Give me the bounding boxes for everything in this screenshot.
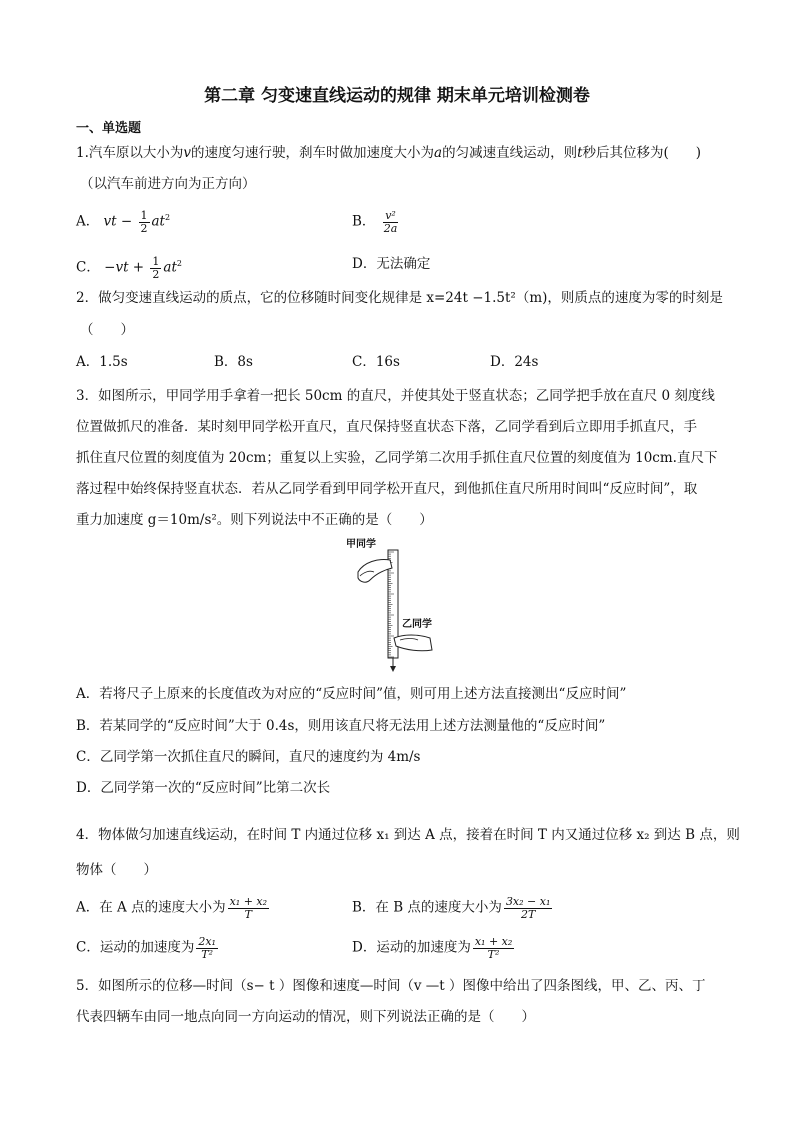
section-heading: 一、单选题 <box>76 121 142 136</box>
q1-text-b: 的速度匀速行驶，刹车时做加速度大小为 <box>191 145 435 161</box>
q1-c-post: at <box>163 259 177 276</box>
q1-a-fraction <box>139 210 150 234</box>
q4-option-c[interactable] <box>76 936 220 960</box>
q1-a-den: 2 <box>140 221 148 235</box>
q1-b-den: 2a <box>383 221 398 235</box>
q1-text-c: 的匀减速直线运动，则 <box>442 145 578 161</box>
q3-option-a[interactable]: A．若将尺子上原来的长度值改为对应的“反应时间”值，则可用上述方法直接测出“反应时间” <box>76 686 627 702</box>
q4-a-den: T <box>244 907 252 921</box>
question-5-line-1: 5．如图所示的位移—时间（s− t ）图像和速度—时间（v —t ）图像中给出了四条图线，甲、乙、丙、丁 <box>76 978 706 994</box>
q1-c-den: 2 <box>152 267 160 281</box>
q3-option-d[interactable]: D．乙同学第一次的“反应时间”比第二次长 <box>76 780 331 796</box>
question-2-stem: 2．做匀变速直线运动的质点，它的位移随时间变化规律是 x=24t −1.5t²（m)，则质点的速度为零的时刻是 <box>76 290 723 306</box>
q1-var-t: t <box>577 145 583 161</box>
question-5-line-2: 代表四辆车由同一地点向同一方向运动的情况，则下列说法正确的是（ ） <box>76 1009 535 1025</box>
q4-c-num: 2x₁ <box>198 935 216 948</box>
q1-a-label: A． <box>76 213 100 230</box>
q4-c-fraction <box>196 936 218 960</box>
question-3-line-1: 3．如图所示，甲同学用手拿着一把长 50cm 的直尺，并使其处于竖直状态；乙同学把手放在直尺 0 刻度线 <box>76 388 715 404</box>
q4-option-a[interactable] <box>76 896 271 920</box>
q4-option-d[interactable] <box>352 936 516 960</box>
q4-b-num: 3x₂ − x₁ <box>505 895 551 908</box>
question-3-line-2: 位置做抓尺的准备．某时刻甲同学松开直尺，直尺保持竖直状态下落，乙同学看到后立即用手抓直尺，手 <box>76 419 697 435</box>
question-3-line-4: 落过程中始终保持竖直状态．若从乙同学看到甲同学松开直尺，到他抓住直尺所用时间叫“反应时间”，取 <box>76 481 698 497</box>
question-3-line-5: 重力加速度 g＝10m/s²。则下列说法中不正确的是（ ） <box>76 512 433 528</box>
q4-d-den: T² <box>487 947 500 961</box>
q4-b-fraction <box>504 896 552 920</box>
label-yi: 乙同学 <box>402 619 432 630</box>
question-3-line-3: 抓住直尺位置的刻度值为 20cm；重复以上实验，乙同学第二次用手抓住直尺位置的刻度值为 10cm.直尺下 <box>76 450 718 466</box>
q1-var-v: v <box>183 145 192 161</box>
q4-a-fraction <box>228 896 269 920</box>
q3-option-b[interactable]: B．若某同学的“反应时间”大于 0.4s，则用该直尺将无法用上述方法测量他的“反应时间” <box>76 718 606 734</box>
q4-option-b[interactable] <box>352 896 554 920</box>
q1-a-pre: vt − <box>103 213 133 230</box>
question-4-line-2: 物体（ ） <box>76 862 157 878</box>
q4-d-text: D．运动的加速度为 <box>352 939 471 956</box>
question-1-note: （以汽车前进方向为正方向） <box>80 176 256 192</box>
question-1-stem <box>76 147 701 161</box>
page-title: 第二章 匀变速直线运动的规律 期末单元培训检测卷 <box>204 86 590 106</box>
ruler-figure <box>344 540 444 675</box>
label-jia: 甲同学 <box>346 539 376 550</box>
q4-a-text: A．在 A 点的速度大小为 <box>76 899 226 916</box>
q1-option-b[interactable] <box>352 210 401 234</box>
q1-b-fraction <box>382 210 400 234</box>
q1-a-num: 1 <box>140 209 148 222</box>
question-2-paren: （ ） <box>80 322 134 338</box>
q1-c-pre: −vt + <box>104 259 145 276</box>
q1-a-post: at <box>151 213 165 230</box>
q1-option-c[interactable]: C． −vt + $\frac{1}{2}$ $at^2$ <box>76 255 182 281</box>
ruler-diagram <box>344 540 444 675</box>
q1-b-label: B． <box>352 213 376 230</box>
q1-text-d: 秒后其位移为( ) <box>582 145 702 161</box>
question-4-line-1: 4．物体做匀加速直线运动，在时间 T 内通过位移 x₁ 到达 A 点，接着在时间 T 内又通过位移 x₂ 到达 B 点，则 <box>76 827 740 843</box>
q4-c-den: T² <box>201 947 214 961</box>
q1-option-a[interactable]: A． vt − $\frac{1}{2}$ $at^2$ <box>76 209 171 235</box>
q1-b-num: v² <box>385 209 396 222</box>
q4-b-text: B．在 B 点的速度大小为 <box>352 899 502 916</box>
q2-option-a[interactable]: A．1.5s <box>76 354 128 370</box>
q1-c-num: 1 <box>152 255 160 268</box>
q4-d-fraction <box>473 936 514 960</box>
bottom-hand <box>394 635 432 651</box>
q3-option-c[interactable]: C．乙同学第一次抓住直尺的瞬间，直尺的速度约为 4m/s <box>76 749 421 765</box>
q1-option-d[interactable]: D．无法确定 <box>352 256 431 272</box>
q2-option-c[interactable]: C．16s <box>352 354 400 370</box>
q4-a-num: x₁ + x₂ <box>229 895 268 908</box>
q4-c-text: C．运动的加速度为 <box>76 939 195 956</box>
q1-c-label: C． <box>76 259 100 276</box>
q2-option-b[interactable]: B．8s <box>214 354 253 370</box>
q4-b-den: 2T <box>520 907 536 921</box>
q2-option-d[interactable]: D．24s <box>490 354 539 370</box>
q1-var-a: a <box>434 145 443 161</box>
top-hand <box>358 560 392 583</box>
q1-c-fraction <box>150 256 161 280</box>
q1-text-a: 1.汽车原以大小为 <box>76 145 184 161</box>
q4-d-num: x₁ + x₂ <box>474 935 513 948</box>
